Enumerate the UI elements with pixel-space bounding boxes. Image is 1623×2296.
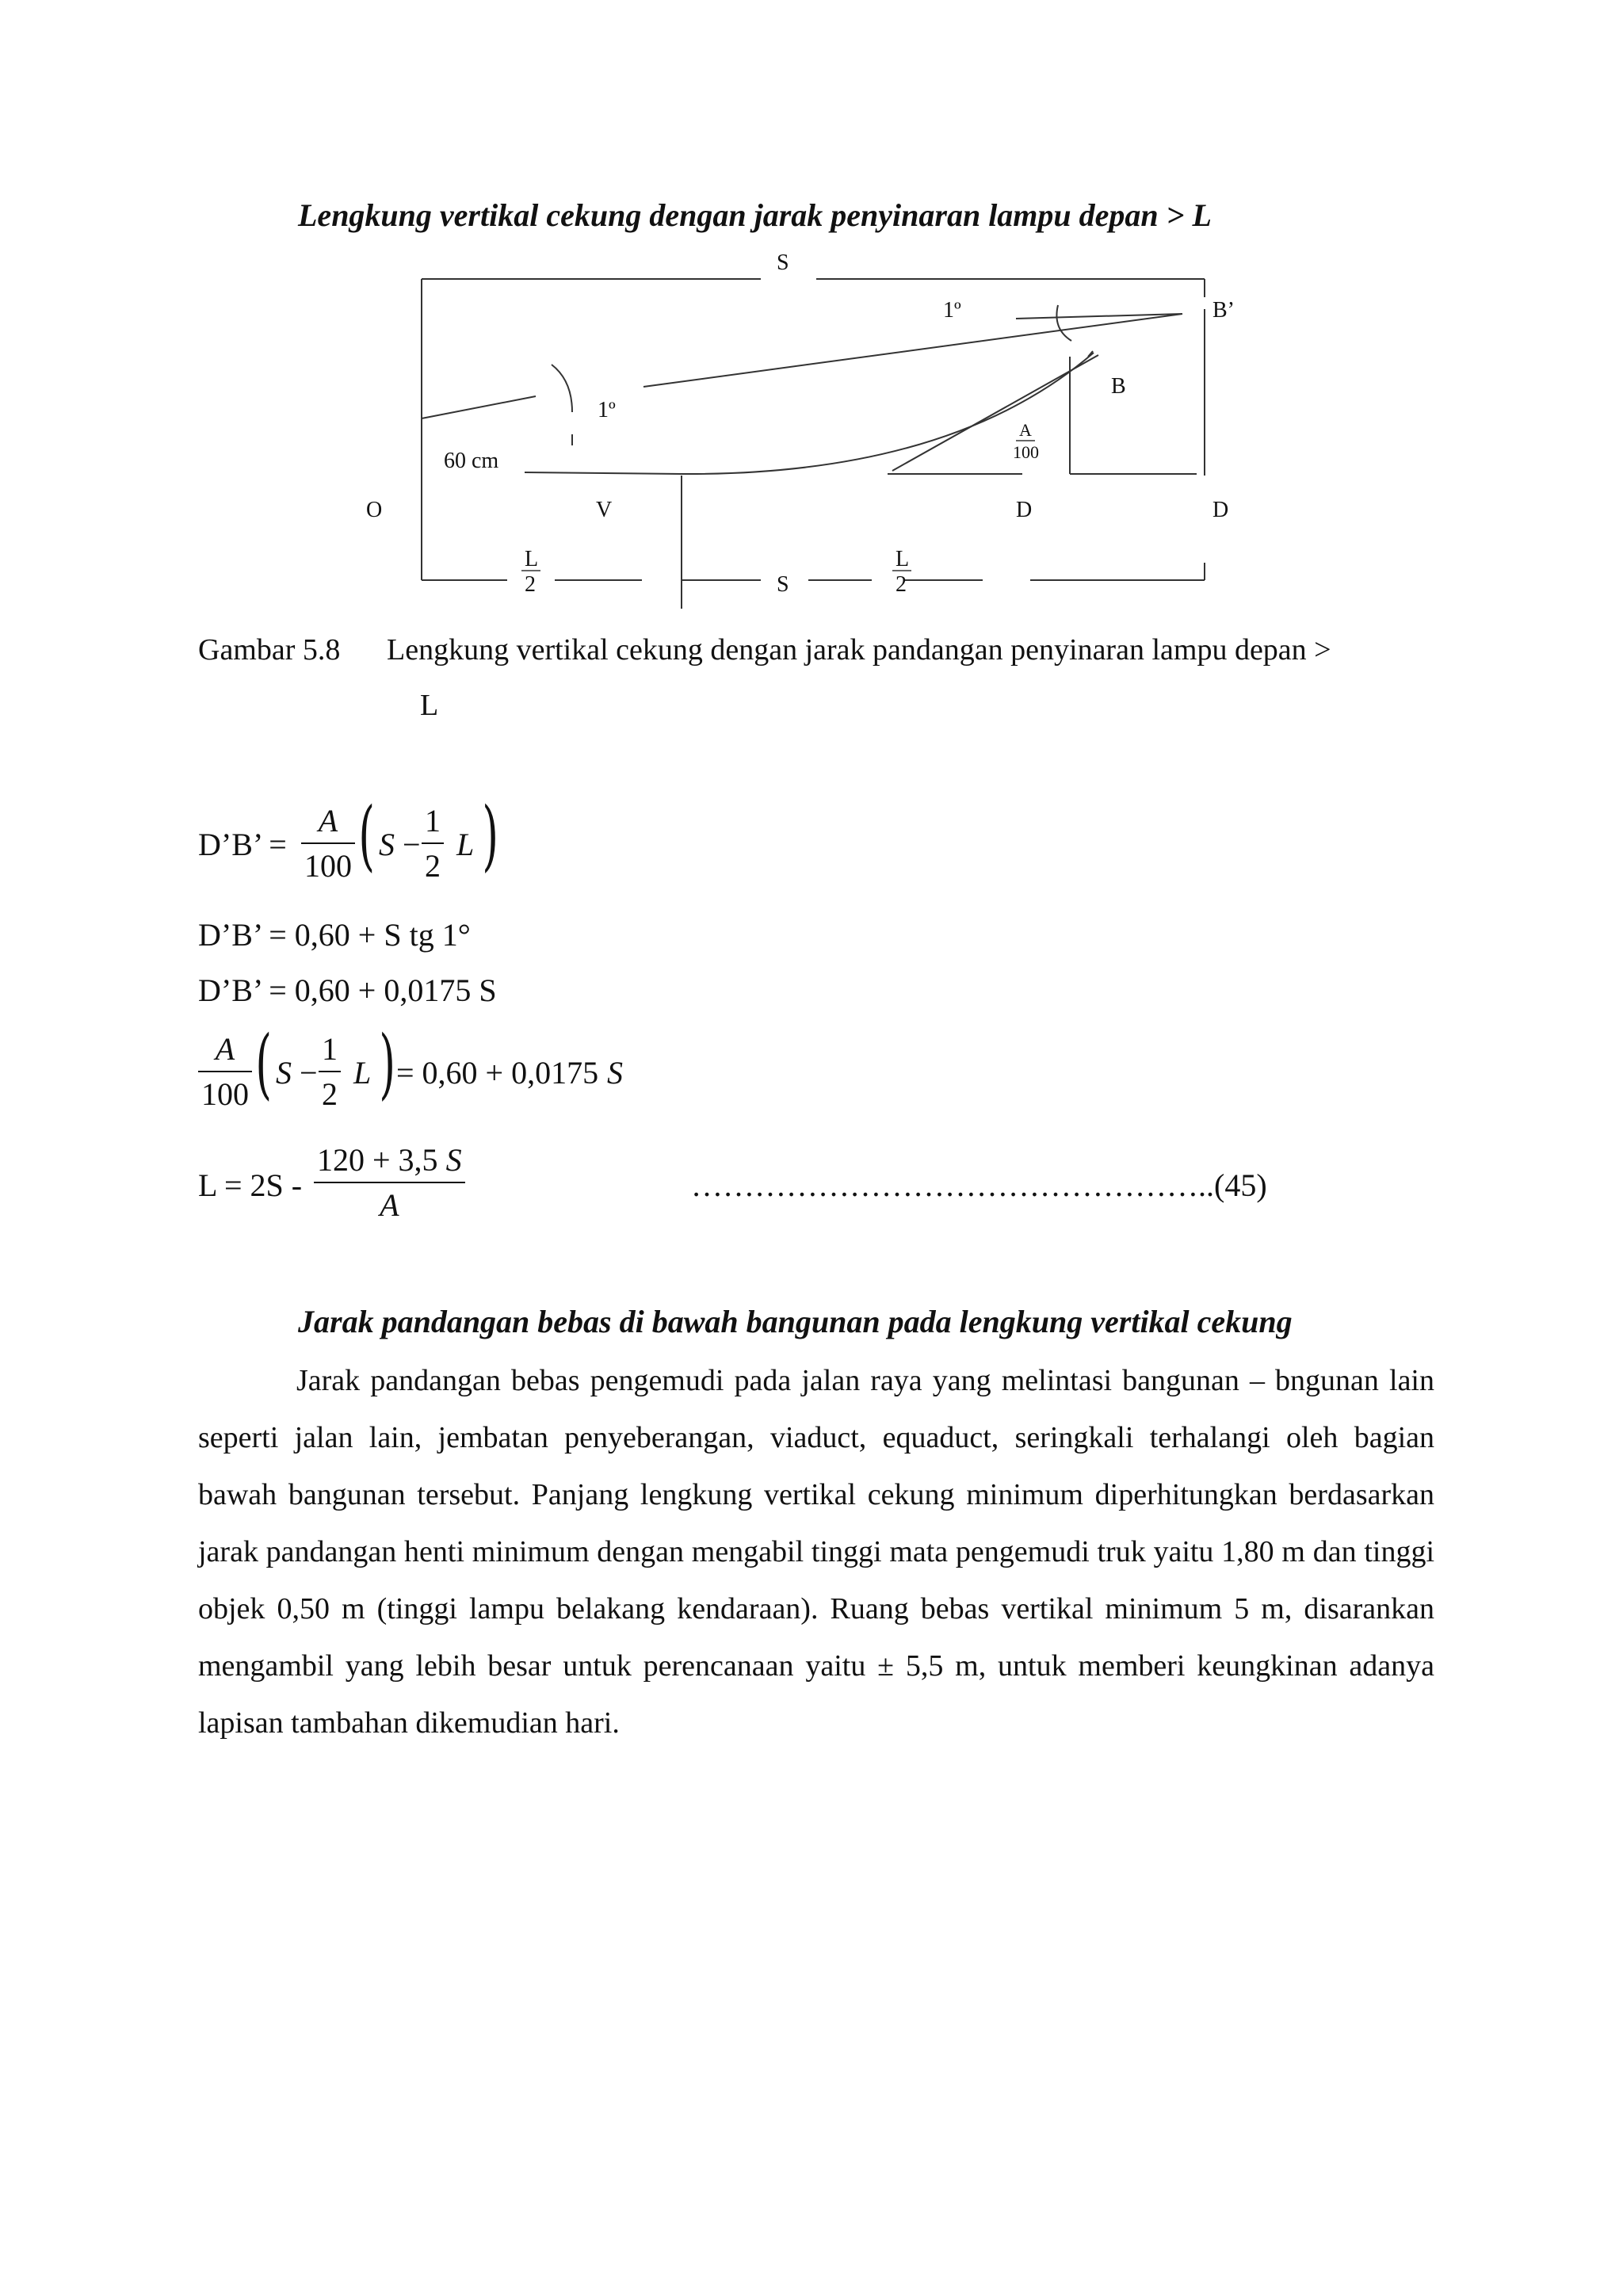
label-b-prime: B’ <box>1212 298 1235 323</box>
eq4-half: $\frac{1}{2}$ <box>319 1030 341 1113</box>
label-a-num: A <box>1019 420 1032 440</box>
eq4-l: L <box>353 1055 372 1091</box>
eq4-fraction: $\frac{A}{100}$ <box>198 1030 252 1113</box>
label-v: V <box>596 498 613 522</box>
vertical-curve-diagram <box>349 238 1284 618</box>
label-sixty-cm: 60 cm <box>444 449 499 473</box>
eq5-number: …………………………………………..(45) <box>691 1167 1267 1203</box>
label-angle-left: 1º <box>598 398 616 422</box>
label-angle-right: 1º <box>943 298 961 323</box>
label-d-mid: D <box>1016 498 1033 522</box>
label-l-left-den: 2 <box>525 572 536 597</box>
label-a-den: 100 <box>1013 442 1039 462</box>
label-o: O <box>366 498 383 522</box>
body-paragraph: Jarak pandangan bebas pengemudi pada jalan raya yang melintasi bangunan – bngunan lain seperti jalan lain, jembatan penyeberangan, viaduct, equaduct, seringkali terhalangi oleh bagian bawah bangunan tersebut. Panjang lengkung vertikal cekung minimum diperhitungkan berdasarkan jarak pandangan henti minimum dengan mengabil tinggi mata pengemudi truk yaitu 1,80 m dan tinggi objek 0,50 m (tinggi lampu belakang kendaraan). Ruang bebas vertikal minimum 5 m, disarankan mengambil yang lebih besar untuk perencanaan yaitu ± 5,5 m, untuk memberi keungkinan adanya lapisan tambahan dikemudian hari. <box>198 1364 1434 1740</box>
eq1-l: L <box>456 827 475 862</box>
label-d-right: D <box>1212 498 1229 522</box>
eq5-fraction: $\frac{120 + 3,5 S}{A}$ <box>314 1141 465 1224</box>
eq1-s: S <box>379 827 395 862</box>
label-l-right-den: 2 <box>896 572 907 597</box>
eq5-lhs: L = 2S - <box>198 1167 303 1203</box>
label-l-right-num: L <box>896 547 910 571</box>
label-b: B <box>1111 374 1126 399</box>
section-heading-2: Jarak pandangan bebas di bawah bangunan pada lengkung vertikal cekung <box>298 1304 1293 1339</box>
figure-caption-text: Lengkung vertikal cekung dengan jarak pandangan penyinaran lampu depan > <box>387 633 1331 667</box>
eq1-paren-open: ( <box>358 791 376 880</box>
eq1-fraction: $\frac{A}{100}$ <box>301 802 355 884</box>
eq2: D’B’ = 0,60 + S tg 1° <box>198 917 471 953</box>
label-s-top: S <box>777 250 789 275</box>
section-heading-1: Lengkung vertikal cekung dengan jarak penyinaran lampu depan > L <box>298 197 1212 233</box>
label-s-bottom: S <box>777 572 789 597</box>
eq1-half: $\frac{1}{2}$ <box>422 802 444 884</box>
figure-caption-text-cont: L <box>420 689 439 722</box>
eq1-paren-close: ) <box>482 791 499 880</box>
eq4-minus: − <box>300 1055 318 1091</box>
eq3: D’B’ = 0,60 + 0,0175 S <box>198 972 497 1008</box>
eq4-paren-open: ( <box>255 1019 273 1108</box>
eq4-paren-close: ) <box>379 1019 396 1108</box>
eq1-lhs: D’B’ = <box>198 827 287 862</box>
label-l-left-num: L <box>525 547 539 571</box>
eq4-rhs-s: S <box>607 1055 623 1091</box>
eq1-minus: − <box>403 827 421 862</box>
figure-caption-label: Gambar 5.8 <box>198 633 341 667</box>
eq4-rhs: = 0,60 + 0,0175 <box>396 1055 599 1091</box>
eq4-s: S <box>276 1055 292 1091</box>
